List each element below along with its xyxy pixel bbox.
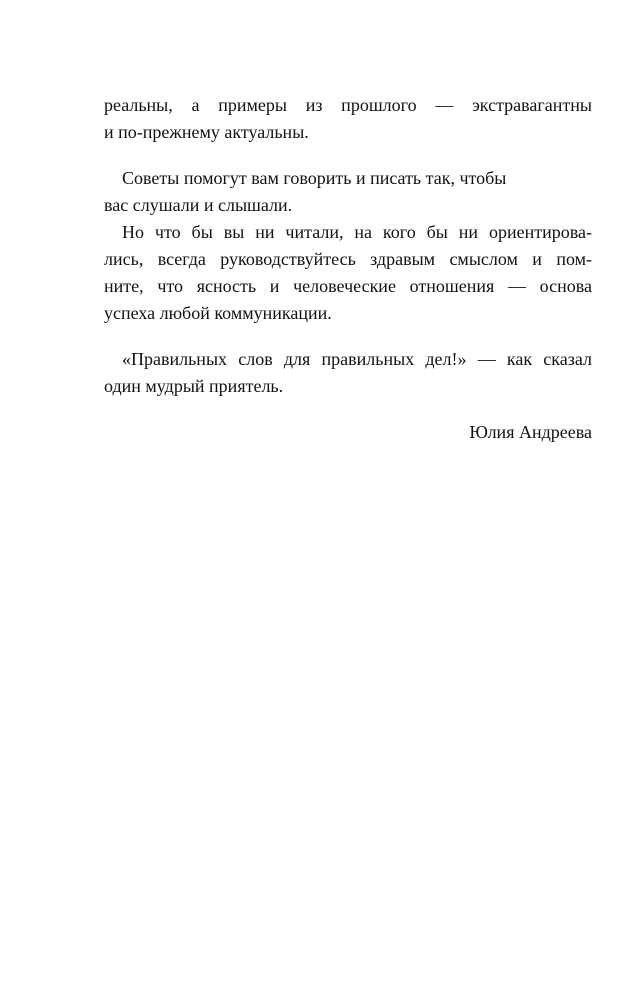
paragraph-gap: [104, 400, 592, 419]
text-line: один мудрый приятель.: [104, 376, 284, 396]
author-signature: Юлия Андреева: [469, 422, 592, 442]
body-text: [104, 92, 592, 446]
text-line: ните, что ясность и человеческие отношения — основа: [104, 276, 592, 296]
paragraph-quote: [104, 346, 592, 400]
text-line: лись, всегда руководствуйтесь здравым смыслом и пом-: [104, 249, 592, 269]
text-line: вас слушали и слышали.: [104, 195, 293, 215]
text-line: успеха любой коммуникации.: [104, 303, 332, 323]
paragraph-intro-end: [104, 92, 592, 146]
text-line: «Правильных слов для правильных дел!» — как сказал: [122, 349, 592, 369]
text-line: Советы помогут вам говорить и писать так, чтобы: [122, 168, 507, 188]
text-line: реальны, а примеры из прошлого — экстравагантны: [104, 95, 592, 115]
paragraph-advice: [104, 165, 592, 219]
text-line: Но что бы вы ни читали, на кого бы ни ориентирова-: [122, 222, 592, 242]
paragraph-gap: [104, 327, 592, 346]
text-line: и по-прежнему актуальны.: [104, 122, 309, 142]
paragraph-common-sense: [104, 219, 592, 327]
paragraph-gap: [104, 146, 592, 165]
